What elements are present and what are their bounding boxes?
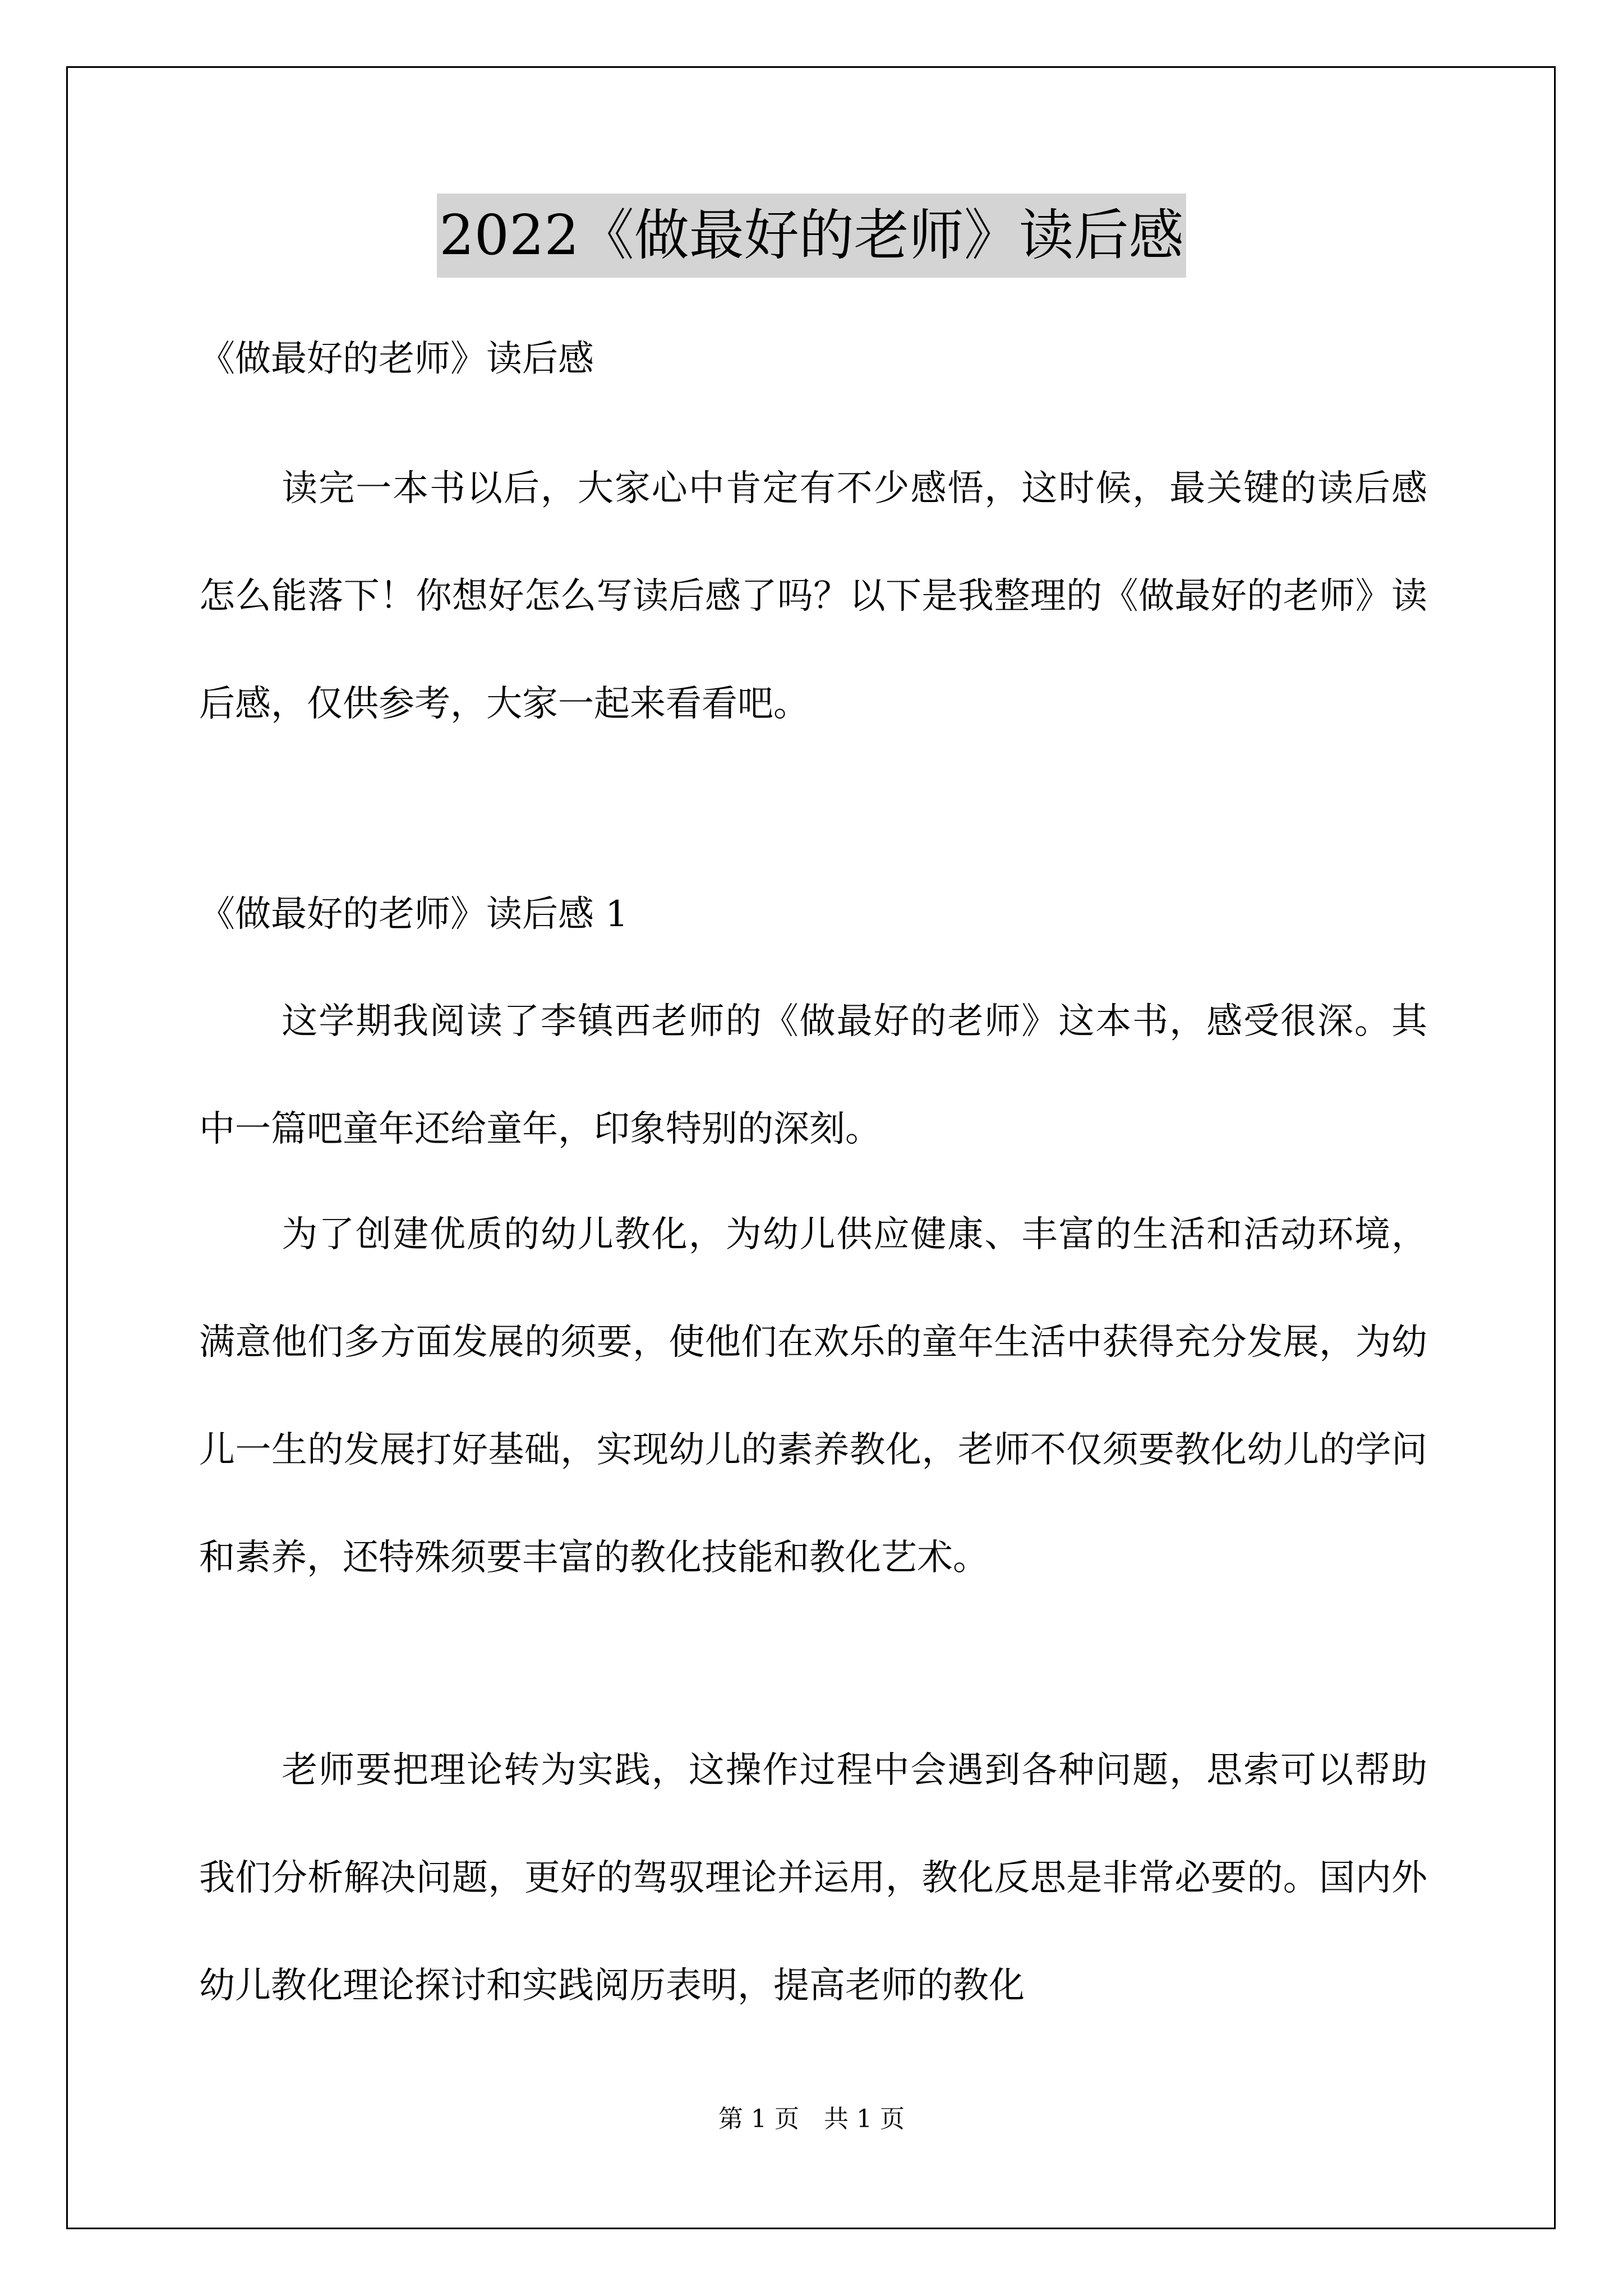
section-1-heading: 《做最好的老师》读后感 1	[199, 894, 629, 935]
section-1-paragraph-1: 这学期我阅读了李镇西老师的《做最好的老师》这本书，感受很深。其中一篇吧童年还给童年，印象特别的深刻。	[199, 1001, 1427, 1150]
page-footer: 第 1 页 共 1 页	[718, 2105, 905, 2133]
intro-paragraph: 读完一本书以后，大家心中肯定有不少感悟，这时候，最关键的读后感怎么能落下！你想好怎么写读后感了吗？以下是我整理的《做最好的老师》读后感，仅供参考，大家一起来看看吧。	[199, 468, 1427, 725]
section-1-paragraph-2: 为了创建优质的幼儿教化，为幼儿供应健康、丰富的生活和活动环境，满意他们多方面发展的须要，使他们在欢乐的童年生活中获得充分发展，为幼儿一生的发展打好基础，实现幼儿的素养教化，老师不仅须要教化幼儿的学问和素养，还特殊须要丰富的教化技能和教化艺术。	[199, 1214, 1427, 1579]
section-1-paragraph-3: 老师要把理论转为实践，这操作过程中会遇到各种问题，思索可以帮助我们分析解决问题，更好的驾驭理论并运用，教化反思是非常必要的。国内外幼儿教化理论探讨和实践阅历表明，提高老师的教化	[199, 1750, 1427, 2007]
document-title-text: 2022《做最好的老师》读后感	[437, 194, 1186, 278]
intro-subheading: 《做最好的老师》读后感	[199, 338, 594, 380]
document-title	[0, 194, 1623, 278]
